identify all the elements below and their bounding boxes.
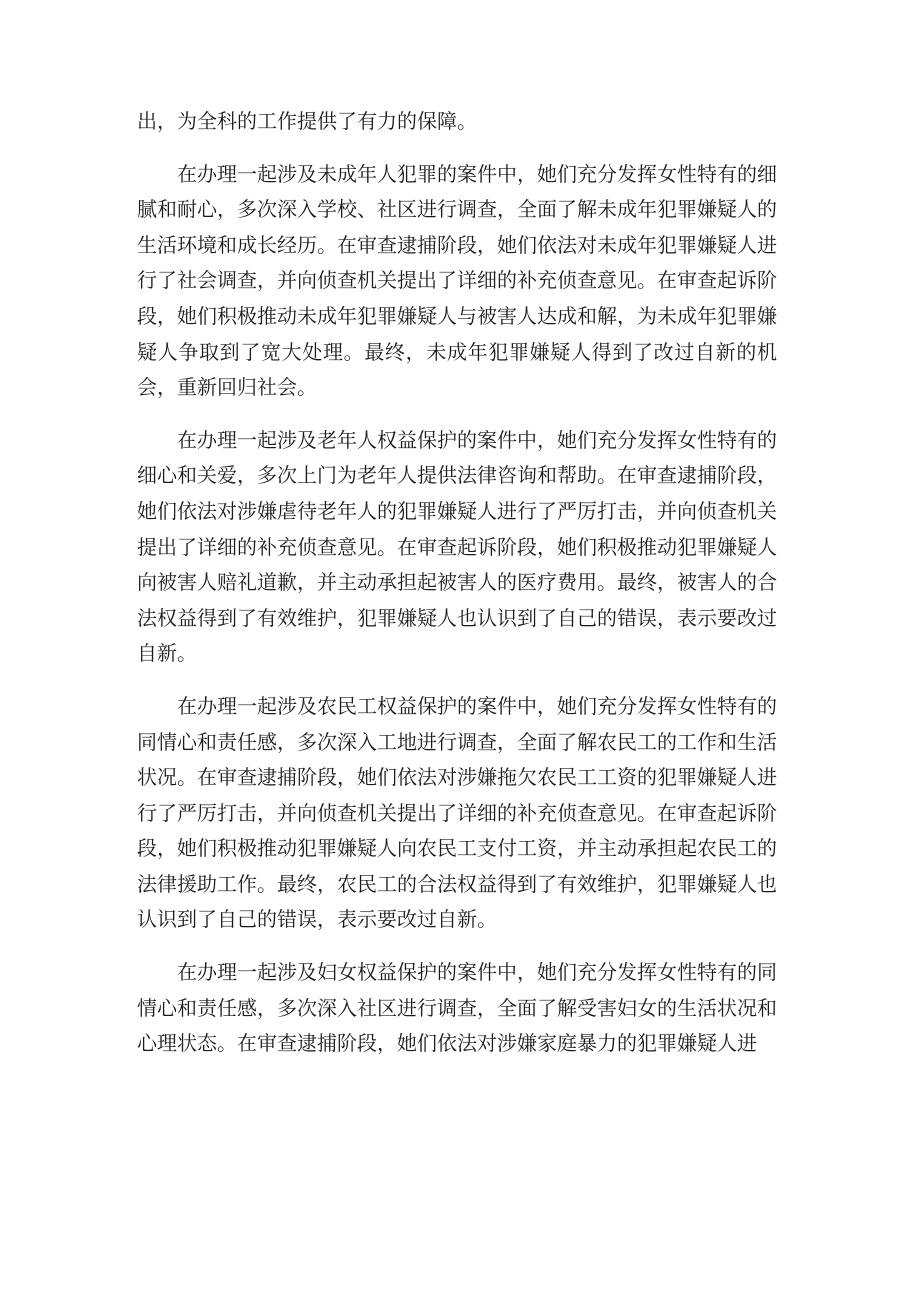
paragraph-juvenile-case: 在办理一起涉及未成年人犯罪的案件中，她们充分发挥女性特有的细腻和耐心，多次深入学校、社区进行调查，全面了解未成年犯罪嫌疑人的生活环境和成长经历。在审查逮捕阶段，她们依法对未成年犯罪嫌疑人进行了社会调查，并向侦查机关提出了详细的补充侦查意见。在审查起诉阶段，她们积极推动未成年犯罪嫌疑人与被害人达成和解，为未成年犯罪嫌疑人争取到了宽大处理。最终，未成年犯罪嫌疑人得到了改过自新的机会，重新回归社会。 (137, 161, 777, 400)
document-body (137, 104, 777, 1079)
paragraph-women-rights-case: 在办理一起涉及妇女权益保护的案件中，她们充分发挥女性特有的同情心和责任感，多次深入社区进行调查，全面了解受害妇女的生活状况和心理状态。在审查逮捕阶段，她们依法对涉嫌家庭暴力的犯罪嫌疑人进 (137, 960, 777, 1056)
paragraph-migrant-worker-case: 在办理一起涉及农民工权益保护的案件中，她们充分发挥女性特有的同情心和责任感，多次深入工地进行调查，全面了解农民工的工作和生活状况。在审查逮捕阶段，她们依法对涉嫌拖欠农民工工资的犯罪嫌疑人进行了严厉打击，并向侦查机关提出了详细的补充侦查意见。在审查起诉阶段，她们积极推动犯罪嫌疑人向农民工支付工资，并主动承担起农民工的法律援助工作。最终，农民工的合法权益得到了有效维护，犯罪嫌疑人也认识到了自己的错误，表示要改过自新。 (137, 693, 777, 932)
paragraph-elderly-case: 在办理一起涉及老年人权益保护的案件中，她们充分发挥女性特有的细心和关爱，多次上门为老年人提供法律咨询和帮助。在审查逮捕阶段，她们依法对涉嫌虐待老年人的犯罪嫌疑人进行了严厉打击，并向侦查机关提出了详细的补充侦查意见。在审查起诉阶段，她们积极推动犯罪嫌疑人向被害人赔礼道歉，并主动承担起被害人的医疗费用。最终，被害人的合法权益得到了有效维护，犯罪嫌疑人也认识到了自己的错误，表示要改过自新。 (137, 427, 777, 666)
paragraph-continuation: 出，为全科的工作提供了有力的保障。 (137, 109, 477, 133)
